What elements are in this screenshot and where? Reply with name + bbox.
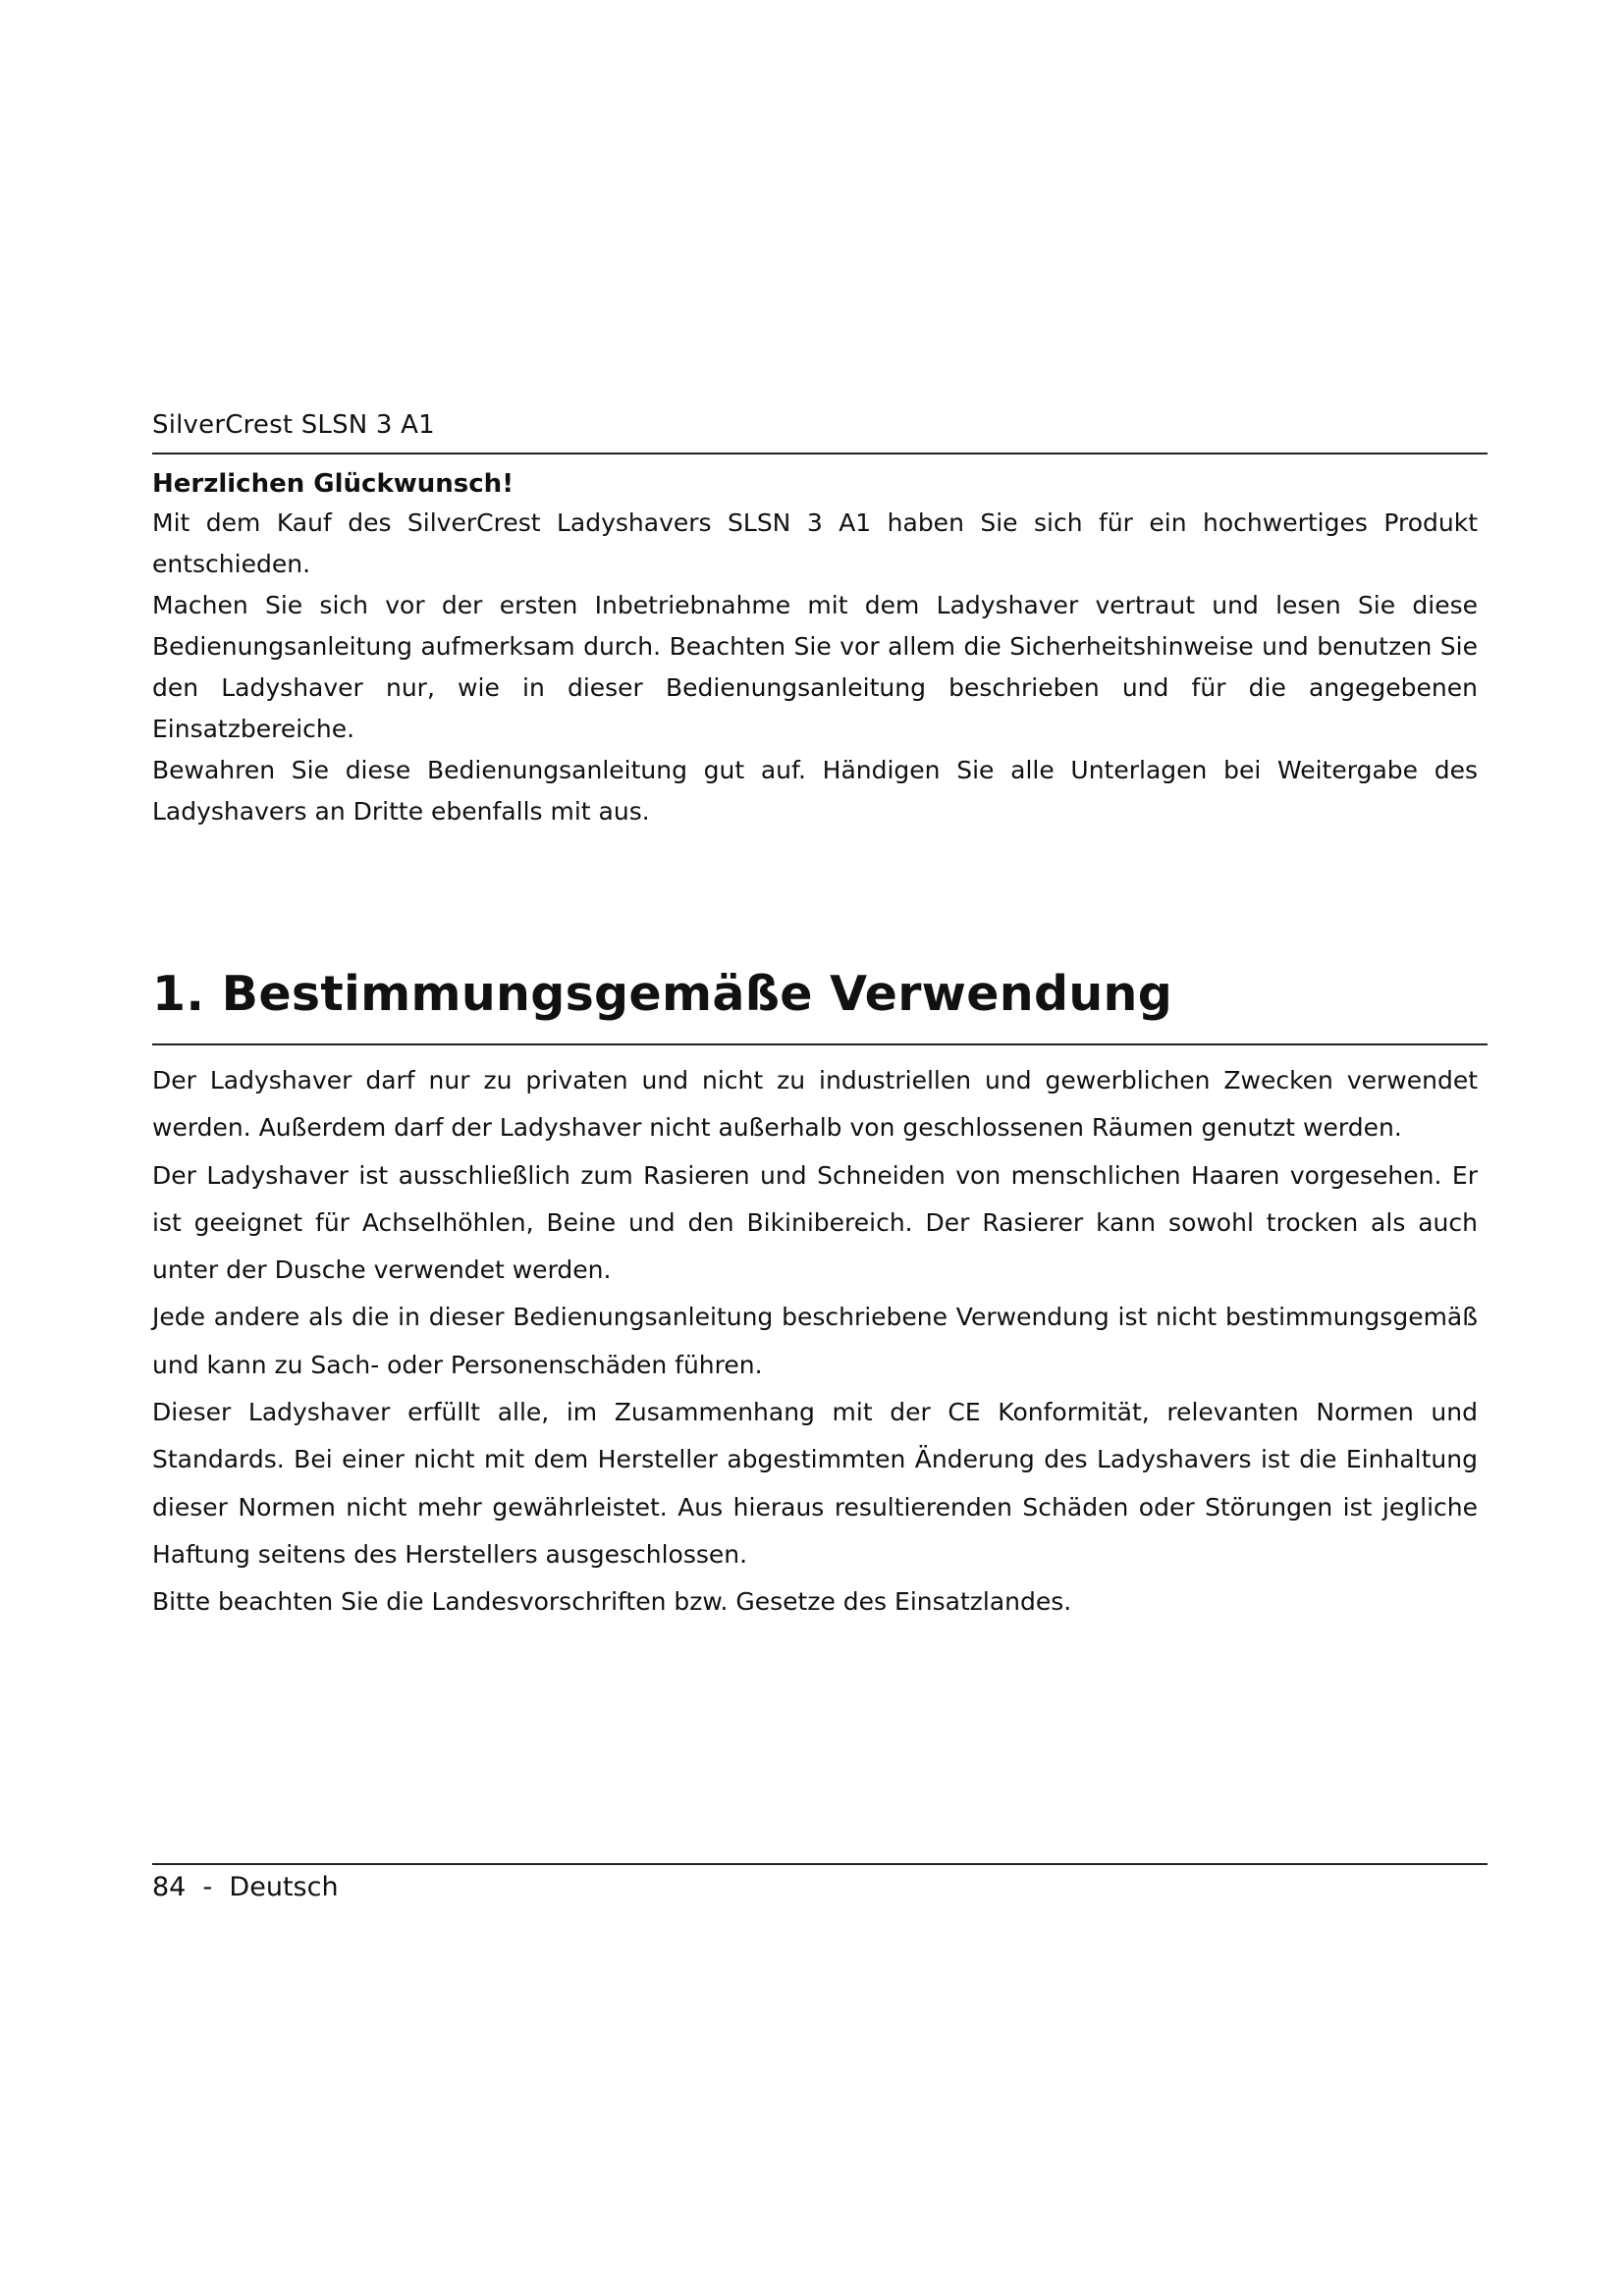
section-body bbox=[152, 1057, 1478, 1627]
section-divider bbox=[152, 1043, 1488, 1045]
intro-paragraph: Bewahren Sie diese Bedienungsanleitung gut auf. Händigen Sie alle Unterlagen bei Weitergabe des Ladyshavers an Dritte ebenfalls mit aus. bbox=[152, 756, 1478, 826]
intro-block bbox=[152, 465, 1478, 832]
header-divider bbox=[152, 453, 1488, 454]
page-header-product: SilverCrest SLSN 3 A1 bbox=[152, 410, 435, 440]
section-paragraph: Jede andere als die in dieser Bedienungsanleitung beschriebene Verwendung ist nicht bestimmungsgemäß und kann zu Sach- oder Personenschäden führen. bbox=[152, 1303, 1478, 1379]
section-paragraph: Dieser Ladyshaver erfüllt alle, im Zusammenhang mit der CE Konformität, relevanten Normen und Standards. Bei einer nicht mit dem Hersteller abgestimmten Änderung des Ladyshavers ist die Einhaltung dieser Normen nicht mehr gewährleistet. Aus hieraus resultierenden Schäden oder Störungen ist jegliche Haftung seitens des Herstellers ausgeschlossen. bbox=[152, 1398, 1478, 1569]
intro-paragraph: Machen Sie sich vor der ersten Inbetriebnahme mit dem Ladyshaver vertraut und lesen Sie diese Bedienungsanleitung aufmerksam durch. Beachten Sie vor allem die Sicherheitshinweise und benutzen Sie den Ladyshaver nur, wie in dieser Bedienungsanleitung beschrieben und für die angegebenen Einsatzbereiche. bbox=[152, 591, 1478, 743]
intro-heading: Herzlichen Glückwunsch! bbox=[152, 469, 514, 499]
section-paragraph: Bitte beachten Sie die Landesvorschriften bzw. Gesetze des Einsatzlandes. bbox=[152, 1587, 1072, 1617]
section-title: 1. Bestimmungsgemäße Verwendung bbox=[152, 966, 1173, 1022]
footer-divider bbox=[152, 1863, 1488, 1865]
section-paragraph: Der Ladyshaver ist ausschließlich zum Rasieren und Schneiden von menschlichen Haaren vorgesehen. Er ist geeignet für Achselhöhlen, Beine und den Bikinibereich. Der Rasierer kann sowohl trocken als auch unter der Dusche verwendet werden. bbox=[152, 1160, 1478, 1285]
section-paragraph: Der Ladyshaver darf nur zu privaten und nicht zu industriellen und gewerblichen Zwecken verwendet werden. Außerdem darf der Ladyshaver nicht außerhalb von geschlossenen Räumen genutzt werden. bbox=[152, 1066, 1478, 1143]
page-footer: 84 - Deutsch bbox=[152, 1872, 339, 1902]
intro-paragraph: Mit dem Kauf des SilverCrest Ladyshavers SLSN 3 A1 haben Sie sich für ein hochwertiges Produkt entschieden. bbox=[152, 508, 1478, 578]
